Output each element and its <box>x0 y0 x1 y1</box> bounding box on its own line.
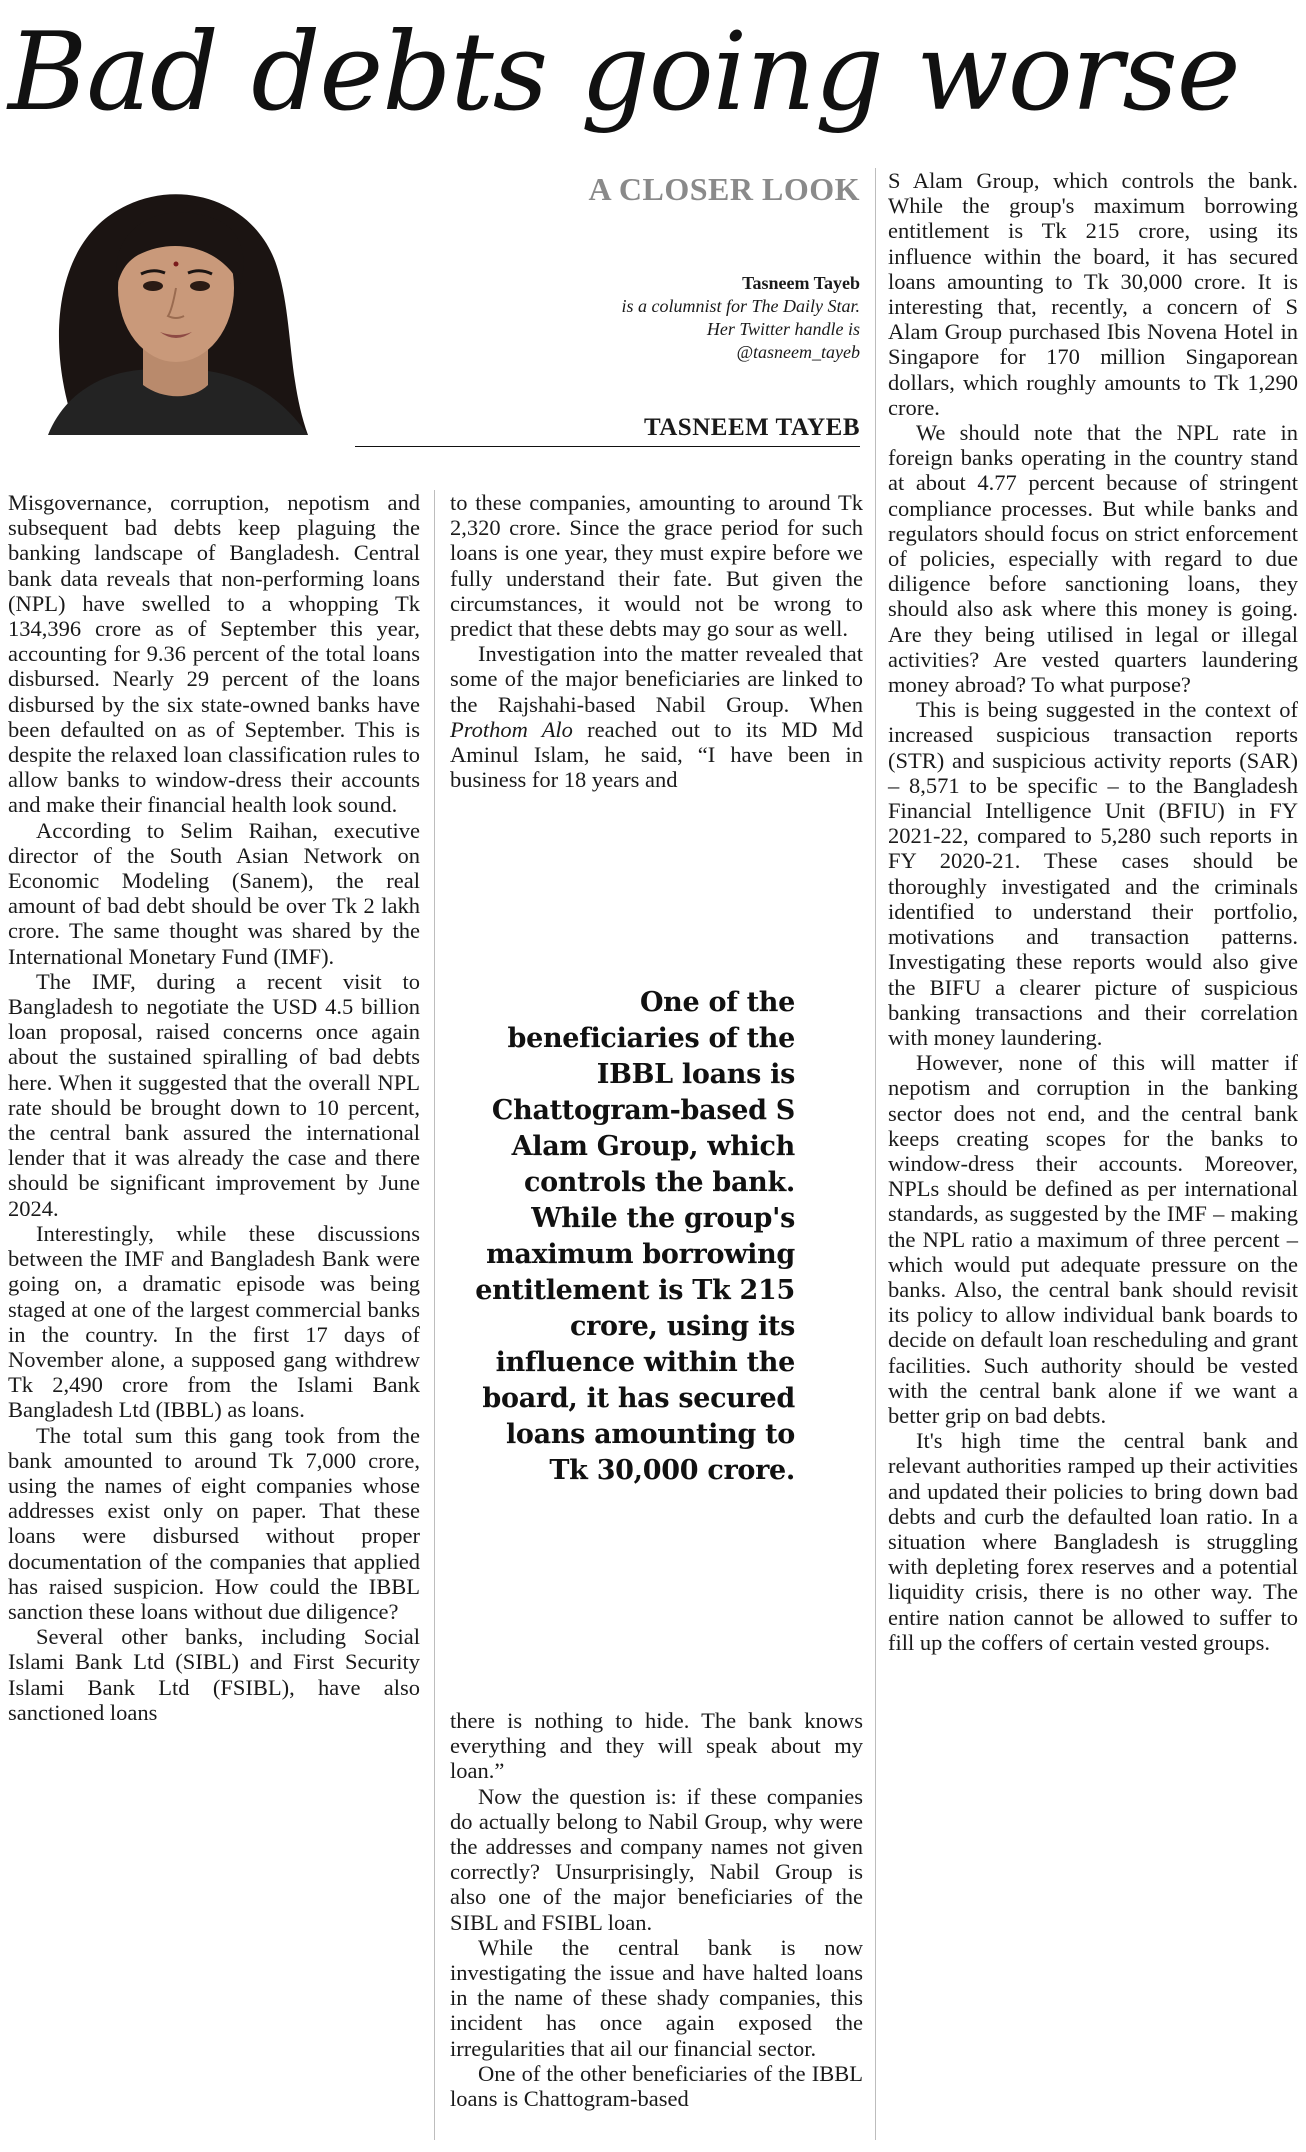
author-bio <box>520 272 860 364</box>
bio-twitter-handle: @tasneem_tayeb <box>736 342 860 362</box>
paragraph: The IMF, during a recent visit to Bangladesh to negotiate the USD 4.5 billion loan proposal, raised concerns once again about the sustained spiralling of bad debts here. When it suggested that the overall NPL rate should be brought down to 10 percent, the central bank assured the international lender that it was already the case and there should be significant improvement by June 2024. <box>8 968 420 1221</box>
paragraph: there is nothing to hide. The bank knows everything and they will speak about my loan.” <box>450 1708 863 1784</box>
paragraph: Several other banks, including Social Islami Bank Ltd (SIBL) and First Security Islami Bank Ltd (FSIBL), have also sanctioned loans <box>8 1624 420 1725</box>
paragraph: While the central bank is now investigating the issue and have halted loans in the name of these shady companies, this incident has once again exposed the irregularities that ail our financial sector. <box>450 1934 863 2061</box>
paragraph: Now the question is: if these companies do actually belong to Nabil Group, why were the addresses and company names not given correctly? Unsurprisingly, Nabil Group is also one of the major beneficiaries of the SIBL and FSIBL loan. <box>450 1783 863 1935</box>
article-column-3 <box>888 168 1298 1655</box>
paragraph: However, none of this will matter if nepotism and corruption in the banking sector does not end, and the central bank keeps creating scopes for the banks to window-dress their accounts. Moreover, NPLs should be defined as per international standards, as suggested by the IMF – making the NPL ratio a maximum of three percent – which would put adequate pressure on the banks. Also, the central bank should revisit its policy to allow individual bank boards to decide on default loan rescheduling and grant facilities. Such authority should be vested with the central bank alone if we want a better grip on bad debts. <box>888 1050 1298 1428</box>
paragraph: to these companies, amounting to around Tk 2,320 crore. Since the grace period for such loans is one year, they must expire before we fully understand their fate. But given the circumstances, it would not be wrong to predict that these debts may go sour as well. <box>450 490 863 642</box>
paragraph: This is being suggested in the context of increased suspicious transaction reports (STR) and suspicious activity reports (SAR) – 8,571 to be specific – to the Bangladesh Financial Intelligence Unit (BFIU) in FY 2021-22, compared to 5,280 such reports in FY 2020-21. These cases should be thoroughly investigated and the criminals identified to understand their portfolio, motivations and transaction patterns. Investigating these reports would also give the BIFU a clearer picture of suspicious banking transactions and their correlation with money laundering. <box>888 697 1298 1050</box>
paragraph: The total sum this gang took from the bank amounted to around Tk 7,000 crore, using the names of eight companies whose addresses exist only on paper. That these loans were disbursed without proper documentation of the companies that applied has raised suspicion. How could the IBBL sanction these loans without due diligence? <box>8 1422 420 1624</box>
paragraph: Interestingly, while these discussions between the IMF and Bangladesh Bank were going on, a dramatic episode was being staged at one of the largest commercial banks in the country. In the first 17 days of November alone, a supposed gang withdrew Tk 2,490 crore from the Islami Bank Bangladesh Ltd (IBBL) as loans. <box>8 1220 420 1423</box>
text-run: Investigation into the matter revealed that some of the major beneficiaries are linked to the Rajshahi-based Nabil Group. When <box>450 641 863 717</box>
paragraph: Misgovernance, corruption, nepotism and subsequent bad debts keep plaguing the banking landscape of Bangladesh. Central bank data reveals that non-performing loans (NPL) have swelled to a whopping Tk 134,396 crore as of September this year, accounting for 9.36 percent of the total loans disbursed. Nearly 29 percent of the loans disbursed by the six state-owned banks have been defaulted on as of September. This is despite the relaxed loan classification rules to allow banks to window-dress their accounts and make their financial health look sound. <box>8 490 420 818</box>
paragraph: S Alam Group, which controls the bank. While the group's maximum borrowing entitlement is Tk 215 crore, using its influence within the board, it has secured loans amounting to Tk 30,000 crore. It is interesting that, recently, a concern of S Alam Group purchased Ibis Novena Hotel in Singapore for 170 million Singaporean dollars, which roughly amounts to Tk 1,290 crore. <box>888 168 1298 420</box>
author-photo-illustration <box>8 160 348 435</box>
byline-rule <box>355 446 860 447</box>
text-run: reached out to its MD Md Aminul Islam, he said, “I have been in business for 18 years and <box>450 716 863 793</box>
paragraph <box>450 641 863 792</box>
paragraph: We should note that the NPL rate in foreign banks operating in the country stand at about 4.77 percent because of stringent compliance processes. But while banks and regulators should focus on strict enforcement of policies, especially with regard to due diligence before sanctioning loans, they should also ask where this money is going. Are they being utilised in legal or illegal activities? Are vested quarters laundering money abroad? To what purpose? <box>888 420 1298 698</box>
section-kicker: A CLOSER LOOK <box>588 171 860 207</box>
pull-quote: One of the beneficiaries of the IBBL loans is Chattogram-based S Alam Group, which controls the bank. While the group's maximum borrowing entitlement is Tk 215 crore, using its influence within the board, it has secured loans amounting to Tk 30,000 crore. <box>475 987 795 1486</box>
bio-line-2: Her Twitter handle is <box>706 319 860 339</box>
byline: TASNEEM TAYEB <box>643 414 860 441</box>
column-divider-1 <box>434 490 435 2140</box>
paragraph: It's high time the central bank and relevant authorities ramped up their activities and updated their policies to bring down bad debts and curb the defaulted loan ratio. In a situation where Bangladesh is struggling with depleting forex reserves and a potential liquidity crisis, there is no other way. The entire nation cannot be allowed to suffer to fill up the coffers of certain vested groups. <box>888 1428 1298 1655</box>
article-column-2-top <box>450 490 863 792</box>
paragraph: One of the other beneficiaries of the IBBL loans is Chattogram-based <box>450 2060 863 2112</box>
bio-author-name: Tasneem Tayeb <box>742 273 860 293</box>
author-portrait <box>8 160 348 435</box>
headline: Bad debts going worse <box>8 10 1240 135</box>
bio-line-1: is a columnist for The Daily Star. <box>621 296 860 316</box>
article-column-1 <box>8 490 420 1725</box>
publication-name: Prothom Alo <box>450 716 573 742</box>
column-divider-2 <box>875 168 876 2140</box>
paragraph: According to Selim Raihan, executive director of the South Asian Network on Economic Modeling (Sanem), the real amount of bad debt should be over Tk 2 lakh crore. The same thought was shared by the International Monetary Fund (IMF). <box>8 817 420 969</box>
article-column-2-bottom <box>450 1708 863 2111</box>
